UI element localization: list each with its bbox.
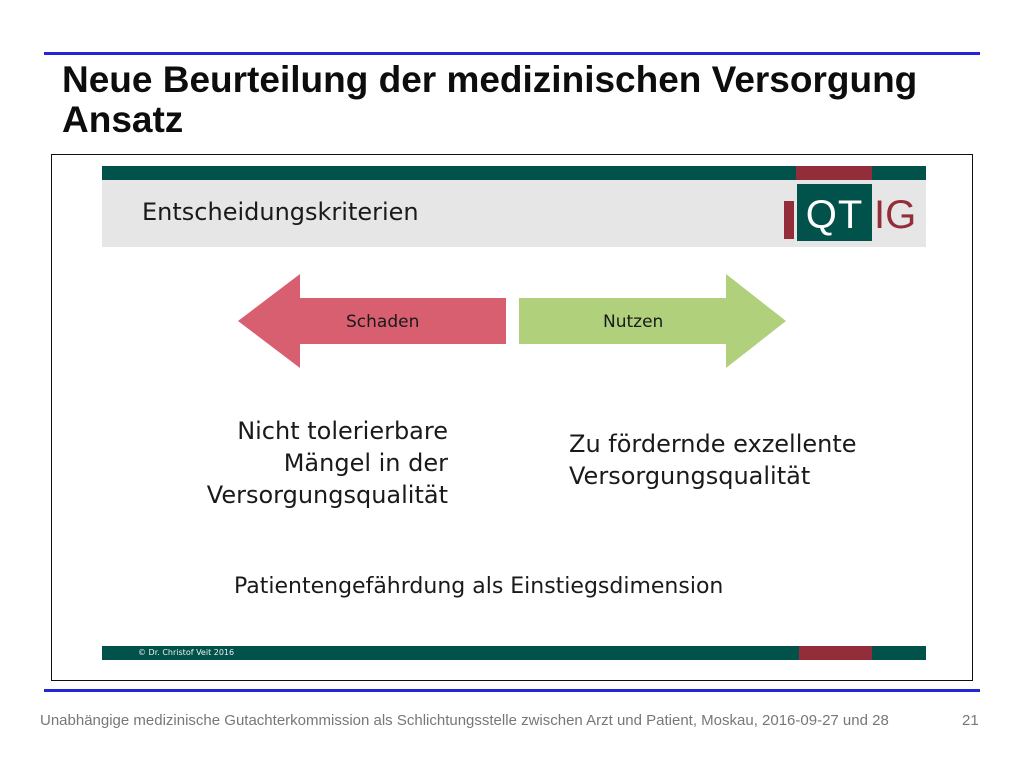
- logo-left-bar: [784, 201, 794, 239]
- slide-title-line-2: Ansatz: [62, 99, 184, 140]
- harm-description-line: Mängel in der: [283, 449, 448, 477]
- benefit-description-line: Zu fördernde exzellente: [569, 430, 857, 458]
- harm-description-line: Nicht tolerierbare: [237, 417, 448, 445]
- slide-title-line-1: Neue Beurteilung der medizinischen Versorgung: [62, 59, 918, 100]
- page-number: 21: [962, 712, 979, 729]
- top-divider: [44, 52, 980, 55]
- slide-footer: Unabhängige medizinische Gutachterkommission als Schlichtungsstelle zwischen Arzt und Patient, Moskau, 2016-09-27 und 28: [40, 712, 889, 729]
- benefit-description: [569, 428, 909, 492]
- harm-description: [150, 415, 448, 511]
- benefit-arrow-label: Nutzen: [603, 312, 664, 332]
- figure-header-title: Entscheidungskriterien: [142, 198, 419, 226]
- harm-description-line: Versorgungsqualität: [206, 481, 448, 509]
- harm-arrow-label: Schaden: [346, 312, 420, 332]
- figure-bottom-bar-accent: [799, 646, 872, 660]
- harm-benefit-arrows: [238, 272, 788, 370]
- bottom-divider: [44, 689, 980, 692]
- logo-middle-text: QT: [805, 193, 864, 237]
- logo-right-text: IG: [874, 193, 917, 237]
- slide-title: [62, 60, 982, 140]
- entry-dimension-text: Patientengefährdung als Einstiegsdimension: [234, 574, 724, 599]
- figure-top-bar-accent: [796, 166, 872, 180]
- copyright-notice: © Dr. Christof Veit 2016: [138, 648, 235, 657]
- benefit-description-line: Versorgungsqualität: [569, 462, 811, 490]
